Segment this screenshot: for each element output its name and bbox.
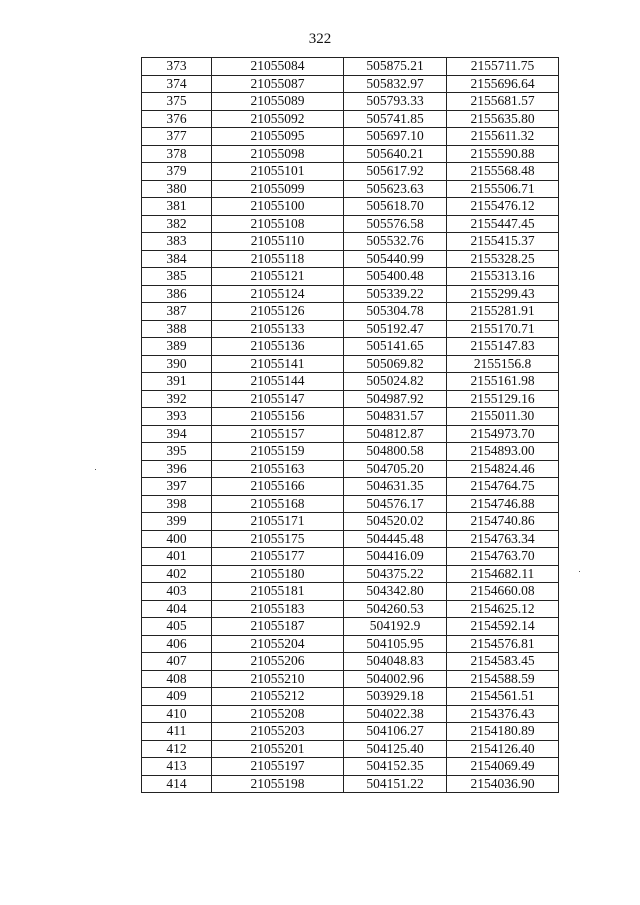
x-coordinate-cell: 505576.58 xyxy=(344,215,447,233)
x-coordinate-cell: 505024.82 xyxy=(344,373,447,391)
x-coordinate-cell: 505069.82 xyxy=(344,355,447,373)
x-coordinate-cell: 504520.02 xyxy=(344,513,447,531)
table-row xyxy=(142,478,559,496)
y-coordinate-cell: 2154576.81 xyxy=(447,635,559,653)
point-id-cell: 21055187 xyxy=(212,618,344,636)
point-number-cell: 374 xyxy=(142,75,212,93)
table-row xyxy=(142,320,559,338)
x-coordinate-cell: 504048.83 xyxy=(344,653,447,671)
point-id-cell: 21055208 xyxy=(212,705,344,723)
table-row xyxy=(142,93,559,111)
table-row xyxy=(142,373,559,391)
table-row xyxy=(142,530,559,548)
point-number-cell: 398 xyxy=(142,495,212,513)
point-number-cell: 391 xyxy=(142,373,212,391)
table-row xyxy=(142,268,559,286)
x-coordinate-cell: 505304.78 xyxy=(344,303,447,321)
y-coordinate-cell: 2155011.30 xyxy=(447,408,559,426)
table-row xyxy=(142,250,559,268)
table-row xyxy=(142,110,559,128)
x-coordinate-cell: 505617.92 xyxy=(344,163,447,181)
y-coordinate-cell: 2155147.83 xyxy=(447,338,559,356)
y-coordinate-cell: 2155161.98 xyxy=(447,373,559,391)
point-number-cell: 386 xyxy=(142,285,212,303)
point-id-cell: 21055198 xyxy=(212,775,344,793)
table-row xyxy=(142,285,559,303)
point-number-cell: 405 xyxy=(142,618,212,636)
y-coordinate-cell: 2155506.71 xyxy=(447,180,559,198)
point-number-cell: 380 xyxy=(142,180,212,198)
point-number-cell: 387 xyxy=(142,303,212,321)
y-coordinate-cell: 2155156.8 xyxy=(447,355,559,373)
x-coordinate-cell: 504800.58 xyxy=(344,443,447,461)
point-number-cell: 381 xyxy=(142,198,212,216)
point-id-cell: 21055089 xyxy=(212,93,344,111)
y-coordinate-cell: 2155299.43 xyxy=(447,285,559,303)
table-row xyxy=(142,758,559,776)
table-row xyxy=(142,653,559,671)
point-number-cell: 402 xyxy=(142,565,212,583)
point-id-cell: 21055163 xyxy=(212,460,344,478)
x-coordinate-cell: 504260.53 xyxy=(344,600,447,618)
x-coordinate-cell: 505623.63 xyxy=(344,180,447,198)
point-number-cell: 414 xyxy=(142,775,212,793)
point-number-cell: 394 xyxy=(142,425,212,443)
table-row xyxy=(142,145,559,163)
x-coordinate-cell: 504631.35 xyxy=(344,478,447,496)
x-coordinate-cell: 505339.22 xyxy=(344,285,447,303)
point-id-cell: 21055181 xyxy=(212,583,344,601)
table-row xyxy=(142,688,559,706)
point-id-cell: 21055084 xyxy=(212,58,344,76)
table-row xyxy=(142,355,559,373)
x-coordinate-cell: 505793.33 xyxy=(344,93,447,111)
point-id-cell: 21055159 xyxy=(212,443,344,461)
point-id-cell: 21055175 xyxy=(212,530,344,548)
x-coordinate-cell: 504022.38 xyxy=(344,705,447,723)
x-coordinate-cell: 504002.96 xyxy=(344,670,447,688)
x-coordinate-cell: 504105.95 xyxy=(344,635,447,653)
point-number-cell: 407 xyxy=(142,653,212,671)
point-number-cell: 377 xyxy=(142,128,212,146)
point-id-cell: 21055171 xyxy=(212,513,344,531)
x-coordinate-cell: 504416.09 xyxy=(344,548,447,566)
x-coordinate-cell: 505832.97 xyxy=(344,75,447,93)
y-coordinate-cell: 2155170.71 xyxy=(447,320,559,338)
point-id-cell: 21055197 xyxy=(212,758,344,776)
scan-speck xyxy=(95,469,96,470)
table-row xyxy=(142,705,559,723)
x-coordinate-cell: 505640.21 xyxy=(344,145,447,163)
x-coordinate-cell: 504812.87 xyxy=(344,425,447,443)
point-number-cell: 399 xyxy=(142,513,212,531)
coordinates-table-body xyxy=(142,58,559,793)
point-id-cell: 21055126 xyxy=(212,303,344,321)
table-row xyxy=(142,775,559,793)
table-row xyxy=(142,75,559,93)
x-coordinate-cell: 503929.18 xyxy=(344,688,447,706)
x-coordinate-cell: 505192.47 xyxy=(344,320,447,338)
y-coordinate-cell: 2154746.88 xyxy=(447,495,559,513)
x-coordinate-cell: 504151.22 xyxy=(344,775,447,793)
point-number-cell: 376 xyxy=(142,110,212,128)
table-row xyxy=(142,548,559,566)
point-id-cell: 21055168 xyxy=(212,495,344,513)
point-number-cell: 375 xyxy=(142,93,212,111)
table-row xyxy=(142,58,559,76)
point-number-cell: 392 xyxy=(142,390,212,408)
point-number-cell: 395 xyxy=(142,443,212,461)
page-number: 322 xyxy=(308,31,332,47)
point-number-cell: 404 xyxy=(142,600,212,618)
table-row xyxy=(142,215,559,233)
point-number-cell: 389 xyxy=(142,338,212,356)
table-row xyxy=(142,425,559,443)
y-coordinate-cell: 2154592.14 xyxy=(447,618,559,636)
y-coordinate-cell: 2154893.00 xyxy=(447,443,559,461)
point-number-cell: 408 xyxy=(142,670,212,688)
point-id-cell: 21055087 xyxy=(212,75,344,93)
y-coordinate-cell: 2154180.89 xyxy=(447,723,559,741)
y-coordinate-cell: 2154126.40 xyxy=(447,740,559,758)
y-coordinate-cell: 2154069.49 xyxy=(447,758,559,776)
point-number-cell: 400 xyxy=(142,530,212,548)
y-coordinate-cell: 2155611.32 xyxy=(447,128,559,146)
table-row xyxy=(142,180,559,198)
point-id-cell: 21055136 xyxy=(212,338,344,356)
point-id-cell: 21055157 xyxy=(212,425,344,443)
y-coordinate-cell: 2154740.86 xyxy=(447,513,559,531)
y-coordinate-cell: 2154583.45 xyxy=(447,653,559,671)
y-coordinate-cell: 2155415.37 xyxy=(447,233,559,251)
x-coordinate-cell: 504192.9 xyxy=(344,618,447,636)
table-row xyxy=(142,618,559,636)
y-coordinate-cell: 2154973.70 xyxy=(447,425,559,443)
point-id-cell: 21055092 xyxy=(212,110,344,128)
point-id-cell: 21055133 xyxy=(212,320,344,338)
point-id-cell: 21055206 xyxy=(212,653,344,671)
table-row xyxy=(142,513,559,531)
point-id-cell: 21055101 xyxy=(212,163,344,181)
y-coordinate-cell: 2155635.80 xyxy=(447,110,559,128)
point-id-cell: 21055098 xyxy=(212,145,344,163)
table-row xyxy=(142,565,559,583)
point-number-cell: 388 xyxy=(142,320,212,338)
point-number-cell: 401 xyxy=(142,548,212,566)
y-coordinate-cell: 2155711.75 xyxy=(447,58,559,76)
x-coordinate-cell: 504106.27 xyxy=(344,723,447,741)
point-number-cell: 409 xyxy=(142,688,212,706)
y-coordinate-cell: 2155681.57 xyxy=(447,93,559,111)
y-coordinate-cell: 2154682.11 xyxy=(447,565,559,583)
table-row xyxy=(142,338,559,356)
table-row xyxy=(142,723,559,741)
y-coordinate-cell: 2155568.48 xyxy=(447,163,559,181)
y-coordinate-cell: 2155328.25 xyxy=(447,250,559,268)
table-row xyxy=(142,233,559,251)
point-id-cell: 21055124 xyxy=(212,285,344,303)
y-coordinate-cell: 2154376.43 xyxy=(447,705,559,723)
x-coordinate-cell: 505875.21 xyxy=(344,58,447,76)
point-id-cell: 21055099 xyxy=(212,180,344,198)
table-row xyxy=(142,635,559,653)
y-coordinate-cell: 2154764.75 xyxy=(447,478,559,496)
point-id-cell: 21055110 xyxy=(212,233,344,251)
point-number-cell: 373 xyxy=(142,58,212,76)
point-id-cell: 21055156 xyxy=(212,408,344,426)
point-id-cell: 21055144 xyxy=(212,373,344,391)
table-row xyxy=(142,495,559,513)
point-number-cell: 412 xyxy=(142,740,212,758)
x-coordinate-cell: 504445.48 xyxy=(344,530,447,548)
point-id-cell: 21055201 xyxy=(212,740,344,758)
x-coordinate-cell: 505697.10 xyxy=(344,128,447,146)
point-number-cell: 403 xyxy=(142,583,212,601)
point-id-cell: 21055095 xyxy=(212,128,344,146)
table-row xyxy=(142,740,559,758)
x-coordinate-cell: 505141.65 xyxy=(344,338,447,356)
x-coordinate-cell: 504705.20 xyxy=(344,460,447,478)
x-coordinate-cell: 504152.35 xyxy=(344,758,447,776)
point-id-cell: 21055180 xyxy=(212,565,344,583)
point-number-cell: 411 xyxy=(142,723,212,741)
point-id-cell: 21055108 xyxy=(212,215,344,233)
point-id-cell: 21055183 xyxy=(212,600,344,618)
point-id-cell: 21055210 xyxy=(212,670,344,688)
x-coordinate-cell: 504576.17 xyxy=(344,495,447,513)
y-coordinate-cell: 2154763.34 xyxy=(447,530,559,548)
point-number-cell: 382 xyxy=(142,215,212,233)
x-coordinate-cell: 504375.22 xyxy=(344,565,447,583)
point-number-cell: 384 xyxy=(142,250,212,268)
table-row xyxy=(142,443,559,461)
point-number-cell: 410 xyxy=(142,705,212,723)
point-id-cell: 21055166 xyxy=(212,478,344,496)
x-coordinate-cell: 504831.57 xyxy=(344,408,447,426)
point-id-cell: 21055177 xyxy=(212,548,344,566)
x-coordinate-cell: 505741.85 xyxy=(344,110,447,128)
point-id-cell: 21055212 xyxy=(212,688,344,706)
point-number-cell: 413 xyxy=(142,758,212,776)
point-number-cell: 385 xyxy=(142,268,212,286)
y-coordinate-cell: 2154625.12 xyxy=(447,600,559,618)
y-coordinate-cell: 2155696.64 xyxy=(447,75,559,93)
scan-speck xyxy=(579,571,580,572)
x-coordinate-cell: 504987.92 xyxy=(344,390,447,408)
table-row xyxy=(142,583,559,601)
point-number-cell: 378 xyxy=(142,145,212,163)
table-row xyxy=(142,408,559,426)
table-row xyxy=(142,390,559,408)
table-row xyxy=(142,163,559,181)
y-coordinate-cell: 2155129.16 xyxy=(447,390,559,408)
table-row xyxy=(142,460,559,478)
y-coordinate-cell: 2155476.12 xyxy=(447,198,559,216)
y-coordinate-cell: 2154660.08 xyxy=(447,583,559,601)
point-id-cell: 21055118 xyxy=(212,250,344,268)
table-row xyxy=(142,303,559,321)
y-coordinate-cell: 2155313.16 xyxy=(447,268,559,286)
table-row xyxy=(142,128,559,146)
point-number-cell: 406 xyxy=(142,635,212,653)
point-number-cell: 379 xyxy=(142,163,212,181)
x-coordinate-cell: 504342.80 xyxy=(344,583,447,601)
point-id-cell: 21055147 xyxy=(212,390,344,408)
x-coordinate-cell: 505440.99 xyxy=(344,250,447,268)
x-coordinate-cell: 505400.48 xyxy=(344,268,447,286)
point-id-cell: 21055100 xyxy=(212,198,344,216)
table-row xyxy=(142,670,559,688)
x-coordinate-cell: 505618.70 xyxy=(344,198,447,216)
point-id-cell: 21055203 xyxy=(212,723,344,741)
point-number-cell: 393 xyxy=(142,408,212,426)
point-number-cell: 397 xyxy=(142,478,212,496)
y-coordinate-cell: 2154763.70 xyxy=(447,548,559,566)
coordinates-table xyxy=(141,57,559,793)
y-coordinate-cell: 2154824.46 xyxy=(447,460,559,478)
y-coordinate-cell: 2155590.88 xyxy=(447,145,559,163)
point-id-cell: 21055121 xyxy=(212,268,344,286)
y-coordinate-cell: 2154561.51 xyxy=(447,688,559,706)
y-coordinate-cell: 2154588.59 xyxy=(447,670,559,688)
table-row xyxy=(142,198,559,216)
table-row xyxy=(142,600,559,618)
y-coordinate-cell: 2155447.45 xyxy=(447,215,559,233)
point-number-cell: 383 xyxy=(142,233,212,251)
x-coordinate-cell: 505532.76 xyxy=(344,233,447,251)
point-id-cell: 21055204 xyxy=(212,635,344,653)
x-coordinate-cell: 504125.40 xyxy=(344,740,447,758)
y-coordinate-cell: 2154036.90 xyxy=(447,775,559,793)
point-id-cell: 21055141 xyxy=(212,355,344,373)
y-coordinate-cell: 2155281.91 xyxy=(447,303,559,321)
point-number-cell: 396 xyxy=(142,460,212,478)
point-number-cell: 390 xyxy=(142,355,212,373)
